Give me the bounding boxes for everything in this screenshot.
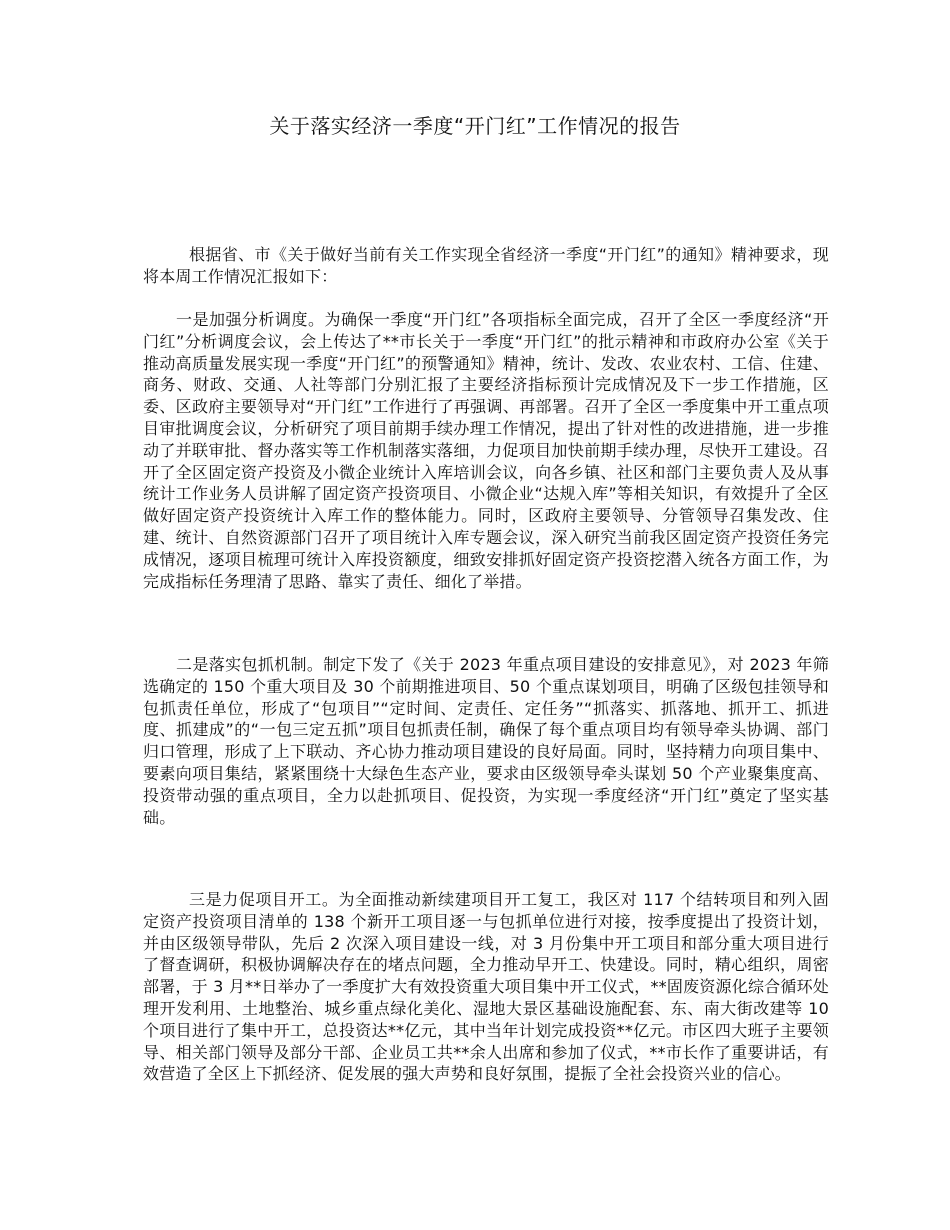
document-title: 关于落实经济一季度“开门红”工作情况的报告 xyxy=(269,114,681,138)
paragraph-analysis-scheduling: 一是加强分析调度。为确保一季度“开门红”各项指标全面完成，召开了全区一季度经济“开门红”分析调度会议，会上传达了**市长关于一季度“开门红”的批示精神和市政府办公室《关于推动高质量发展实现一季度“开门红”的预警通知》精神，统计、发改、农业农村、工信、住建、商务、财政、交通、人社等部门分别汇报了主要经济指标预计完成情况及下一步工作措施，区委、区政府主要领导对“开门红”工作进行了再强调、再部署。召开了全区一季度集中开工重点项目审批调度会议，分析研究了项目前期手续办理工作情况，提出了针对性的改进措施，进一步推动了并联审批、督办落实等工作机制落实落细，力促项目加快前期手续办理，尽快开工建设。召开了全区固定资产投资及小微企业统计入库培训会议，向各乡镇、社区和部门主要负责人及从事统计工作业务人员讲解了固定资产投资项目、小微企业“达规入库”等相关知识，有效提升了全区做好固定资产投资统计入库工作的整体能力。同时，区政府主要领导、分管领导召集发改、住建、统计、自然资源部门召开了项目统计入库专题会议，深入研究当前我区固定资产投资任务完成情况，逐项目梳理可统计入库投资额度，细致安排抓好固定资产投资挖潜入统各方面工作，为完成指标任务理清了思路、靠实了责任、细化了举措。 xyxy=(143,310,829,591)
paragraph-project-start: 三是力促项目开工。为全面推动新续建项目开工复工，我区对 117 个结转项目和列入固定资产投资项目清单的 138 个新开工项目逐一与包抓单位进行对接，按季度提出了投资计划，并由区级领导带队，先后 2 次深入项目建设一线，对 3 月份集中开工项目和部分重大项目进行了督查调研，积极协调解决存在的堵点问题，全力推动早开工、快建设。同时，精心组织，周密部署，于 3 月**日举办了一季度扩大有效投资重大项目集中开工仪式，**固废资源化综合循环处理开发利用、土地整治、城乡重点绿化美化、湿地大景区基础设施配套、东、南大街改建等 10 个项目进行了集中开工，总投资达**亿元，其中当年计划完成投资**亿元。市区四大班子主要领导、相关部门领导及部分干部、企业员工共**余人出席和参加了仪式，**市长作了重要讲话，有效营造了全区上下抓经济、促发展的强大声势和良好氛围，提振了全社会投资兴业的信心。 xyxy=(143,890,829,1084)
intro-paragraph: 根据省、市《关于做好当前有关工作实现全省经济一季度“开门红”的通知》精神要求，现将本周工作情况汇报如下： xyxy=(143,245,829,286)
paragraph-responsibility-mechanism: 二是落实包抓机制。制定下发了《关于 2023 年重点项目建设的安排意见》，对 2023 年筛选确定的 150 个重大项目及 30 个前期推进项目、50 个重点谋划项目，明确了区级包挂领导和包抓责任单位，形成了“包项目”“定时间、定责任、定任务”“抓落实、抓落地、抓开工、抓进度、抓建成”的“一包三定五抓”项目包抓责任制，确保了每个重点项目均有领导牵头协调、部门归口管理，形成了上下联动、齐心协力推动项目建设的良好局面。同时，坚持精力向项目集中、要素向项目集结，紧紧围绕十大绿色生态产业，要求由区级领导牵头谋划 50 个产业聚集度高、投资带动强的重点项目，全力以赴抓项目、促投资，为实现一季度经济“开门红”奠定了坚实基础。 xyxy=(143,655,829,827)
